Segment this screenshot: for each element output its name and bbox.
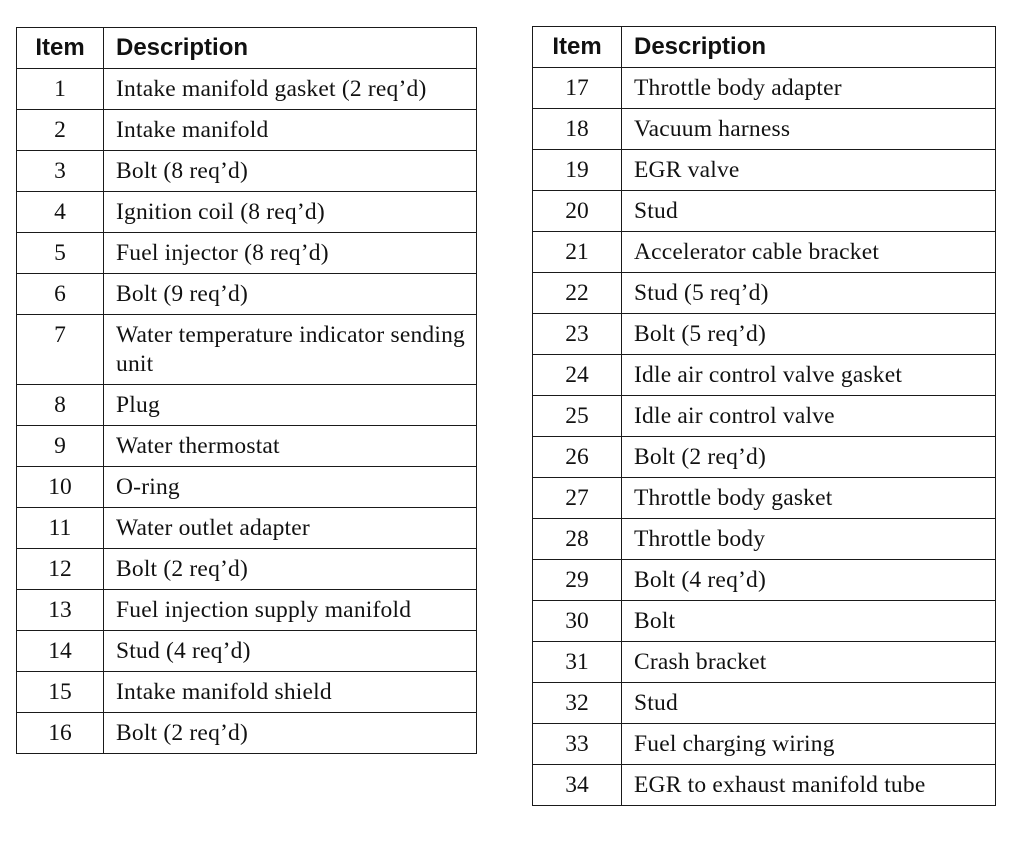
table-row [533, 355, 996, 396]
item-number: 1 [17, 69, 104, 110]
table-body-left [17, 69, 477, 754]
table-row [17, 274, 477, 315]
item-number: 30 [533, 601, 622, 642]
item-description: Stud [622, 683, 996, 724]
item-number: 24 [533, 355, 622, 396]
parts-table-left [16, 27, 477, 754]
item-description: Intake manifold shield [104, 672, 477, 713]
table-row [533, 560, 996, 601]
item-number: 34 [533, 765, 622, 806]
item-number: 17 [533, 68, 622, 109]
table-row [17, 549, 477, 590]
table-row [17, 467, 477, 508]
parts-table-right [532, 26, 996, 806]
item-description: Idle air control valve gasket [622, 355, 996, 396]
item-description: Bolt (2 req’d) [104, 549, 477, 590]
item-description: Bolt (5 req’d) [622, 314, 996, 355]
item-description: Vacuum harness [622, 109, 996, 150]
item-description: Bolt (8 req’d) [104, 151, 477, 192]
item-number: 25 [533, 396, 622, 437]
item-description: Intake manifold [104, 110, 477, 151]
table-row [533, 273, 996, 314]
item-description: Bolt (9 req’d) [104, 274, 477, 315]
item-description: Fuel charging wiring [622, 724, 996, 765]
item-number: 26 [533, 437, 622, 478]
table-row [17, 508, 477, 549]
item-description: Stud [622, 191, 996, 232]
table-row [533, 765, 996, 806]
item-number: 19 [533, 150, 622, 191]
table-row [533, 519, 996, 560]
item-number: 20 [533, 191, 622, 232]
table-row [17, 233, 477, 274]
item-description: Throttle body [622, 519, 996, 560]
item-number: 23 [533, 314, 622, 355]
table-row [17, 631, 477, 672]
item-description: Fuel injector (8 req’d) [104, 233, 477, 274]
item-description: Water thermostat [104, 426, 477, 467]
table-row [17, 426, 477, 467]
item-number: 16 [17, 713, 104, 754]
item-description: Bolt (4 req’d) [622, 560, 996, 601]
item-number: 21 [533, 232, 622, 273]
table-row [17, 151, 477, 192]
item-number: 18 [533, 109, 622, 150]
table-row [17, 69, 477, 110]
item-number: 33 [533, 724, 622, 765]
item-description: Fuel injection supply manifold [104, 590, 477, 631]
item-description: Water outlet adapter [104, 508, 477, 549]
item-number: 7 [17, 315, 104, 385]
item-description: EGR valve [622, 150, 996, 191]
table-row [533, 683, 996, 724]
table-row [533, 314, 996, 355]
item-number: 13 [17, 590, 104, 631]
table-header-row [17, 28, 477, 69]
item-number: 9 [17, 426, 104, 467]
table-row [17, 315, 477, 385]
table-row [533, 109, 996, 150]
item-description: O-ring [104, 467, 477, 508]
table-row [533, 232, 996, 273]
table-row [533, 396, 996, 437]
item-description: Water temperature indicator sending unit [104, 315, 477, 385]
item-number: 14 [17, 631, 104, 672]
table-row [533, 150, 996, 191]
item-number: 4 [17, 192, 104, 233]
item-number: 6 [17, 274, 104, 315]
item-description: Ignition coil (8 req’d) [104, 192, 477, 233]
item-description: Throttle body gasket [622, 478, 996, 519]
item-number: 11 [17, 508, 104, 549]
table-row [17, 385, 477, 426]
item-number: 28 [533, 519, 622, 560]
table-row [17, 192, 477, 233]
item-number: 32 [533, 683, 622, 724]
item-number: 2 [17, 110, 104, 151]
item-number: 3 [17, 151, 104, 192]
item-description: EGR to exhaust manifold tube [622, 765, 996, 806]
table-body-right [533, 68, 996, 806]
table-row [533, 642, 996, 683]
item-description: Throttle body adapter [622, 68, 996, 109]
table-row [17, 110, 477, 151]
item-number: 12 [17, 549, 104, 590]
item-description: Plug [104, 385, 477, 426]
table-row [533, 437, 996, 478]
table-row [533, 601, 996, 642]
column-header-item: Item [17, 28, 104, 69]
item-number: 29 [533, 560, 622, 601]
item-description: Stud (4 req’d) [104, 631, 477, 672]
item-description: Bolt (2 req’d) [622, 437, 996, 478]
item-description: Accelerator cable bracket [622, 232, 996, 273]
table-row [533, 478, 996, 519]
column-header-description: Description [622, 27, 996, 68]
table-row [533, 191, 996, 232]
item-description: Bolt [622, 601, 996, 642]
item-number: 22 [533, 273, 622, 314]
table-row [17, 713, 477, 754]
item-description: Bolt (2 req’d) [104, 713, 477, 754]
column-header-description: Description [104, 28, 477, 69]
table-row [17, 590, 477, 631]
item-number: 15 [17, 672, 104, 713]
item-description: Intake manifold gasket (2 req’d) [104, 69, 477, 110]
item-description: Crash bracket [622, 642, 996, 683]
table-row [533, 724, 996, 765]
table-row [533, 68, 996, 109]
item-number: 10 [17, 467, 104, 508]
item-description: Idle air control valve [622, 396, 996, 437]
column-header-item: Item [533, 27, 622, 68]
item-description: Stud (5 req’d) [622, 273, 996, 314]
table-row [17, 672, 477, 713]
item-number: 5 [17, 233, 104, 274]
item-number: 31 [533, 642, 622, 683]
item-number: 27 [533, 478, 622, 519]
table-header-row [533, 27, 996, 68]
item-number: 8 [17, 385, 104, 426]
